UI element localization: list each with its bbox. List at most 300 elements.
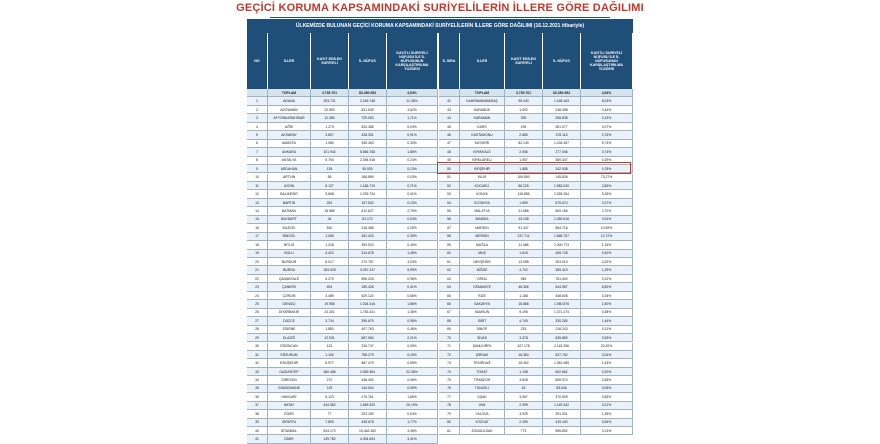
cell-population: 445.678 <box>349 419 387 426</box>
table-row <box>439 199 633 207</box>
cell-no: 11 <box>247 182 268 189</box>
cell-syrians: 530 <box>311 224 349 231</box>
cell-population: 544.987 <box>543 283 581 290</box>
cell-percent: 0,41% <box>387 283 438 290</box>
cell-city: AMASYA <box>268 140 311 147</box>
cell-percent: 0,96% <box>387 275 438 282</box>
table-row <box>247 207 438 215</box>
table-row <box>439 174 633 182</box>
cell-percent: 0,04% <box>387 216 438 223</box>
cell-syrians: 5.977 <box>311 359 349 366</box>
table-row <box>247 165 438 173</box>
cell-population: 587.960 <box>349 334 387 341</box>
cell-city: KOCAELİ <box>460 182 505 189</box>
cell-syrians: 58 <box>311 174 349 181</box>
cell-percent: 5,73% <box>581 140 633 147</box>
cell-population: 303.010 <box>543 258 581 265</box>
cell-percent: 0,71% <box>387 182 438 189</box>
cell-city: BARTIN <box>268 199 311 206</box>
cell-population: 330.280 <box>543 317 581 324</box>
table-row <box>439 207 633 215</box>
cell-syrians: 2.056 <box>505 148 543 155</box>
table-row <box>439 368 633 376</box>
cell-population: 218.488 <box>349 224 387 231</box>
cell-percent: 0,13% <box>581 427 633 434</box>
cell-no: 28 <box>247 326 268 333</box>
cell-no: 42 <box>439 97 460 104</box>
cell-population: 83.645 <box>543 385 581 392</box>
cell-percent: 1,35% <box>581 410 633 417</box>
cell-city: SAKARYA <box>460 300 505 307</box>
table-row <box>439 351 633 359</box>
cell-population: 448.400 <box>349 376 387 383</box>
cell-syrians: 82.149 <box>505 140 543 147</box>
highlighted-row-marker <box>437 162 631 174</box>
cell-no: 31 <box>247 351 268 358</box>
table-row <box>247 402 438 410</box>
table-row <box>247 410 438 418</box>
column-header: KAYITLI SURİYELİ NÜFUSU İLE İL NÜFUSUNUN KARŞILAŞTIRILMA YÜZDESİ <box>387 33 438 89</box>
cell-percent: 0,34% <box>581 292 633 299</box>
cell-no: 35 <box>247 385 268 392</box>
cell-no: 44 <box>439 114 460 121</box>
cell-population: 1.168.163 <box>543 97 581 104</box>
cell-syrians: 8.137 <box>311 182 349 189</box>
cell-percent: 1,50% <box>581 300 633 307</box>
cell-city: HATAY <box>268 402 311 409</box>
cell-syrians: 1.885 <box>505 165 543 172</box>
cell-percent: 11,35% <box>387 97 438 104</box>
cell-city: SİVAS <box>460 334 505 341</box>
cell-syrians: 945 <box>505 275 543 282</box>
table-row <box>439 131 633 139</box>
table-row <box>247 157 438 165</box>
cell-syrians: 1.559 <box>505 199 543 206</box>
cell-no: 21 <box>247 266 268 273</box>
cell-no: 23 <box>247 283 268 290</box>
cell-percent: 0,53% <box>581 334 633 341</box>
cell-city: MANİSA <box>460 216 505 223</box>
cell-city: BİNGÖL <box>268 233 311 240</box>
column-header: İL SIRA <box>439 33 460 89</box>
table-row <box>247 182 438 190</box>
table-row <box>247 326 438 334</box>
cell-population: 1.060.876 <box>543 300 581 307</box>
cell-percent: 0,24% <box>387 123 438 130</box>
cell-city: BURSA <box>268 266 311 273</box>
cell-city: YALOVA <box>460 410 505 417</box>
cell-no: 45 <box>439 123 460 130</box>
cell-city: NİĞDE <box>460 266 505 273</box>
cell-population: 1.239.734 <box>349 190 387 197</box>
cell-percent: 8,03% <box>581 97 633 104</box>
cell-population: 3.057.247 <box>349 266 387 273</box>
cell-population: 270.787 <box>349 258 387 265</box>
cell-no: 32 <box>247 359 268 366</box>
cell-population: 534.386 <box>349 123 387 130</box>
column-header: İL NÜFUS <box>543 33 581 89</box>
cell-syrians: 237.711 <box>505 233 543 240</box>
column-header: KAYITLI SURİYELİ NÜFUSU İLE İL NÜFUSUNUN KARŞILAŞTIRILMA YÜZDESİ <box>581 33 633 89</box>
cell-city: MALATYA <box>460 207 505 214</box>
cell-percent: 0,21% <box>581 402 633 409</box>
cell-population: 808.974 <box>543 376 581 383</box>
cell-no: 62 <box>439 266 460 273</box>
cell-percent: 3,45% <box>387 427 438 434</box>
cell-syrians: 253.731 <box>311 97 349 104</box>
cell-population: 144.544 <box>349 385 387 392</box>
table-row <box>247 199 438 207</box>
cell-percent: 0,07% <box>581 123 633 130</box>
cell-syrians: 106.850 <box>505 174 543 181</box>
cell-no: 53 <box>439 190 460 197</box>
cell-no: 24 <box>247 292 268 299</box>
cell-syrians: 15.492 <box>505 359 543 366</box>
cell-city: OSMANİYE <box>460 283 505 290</box>
cell-city: KAHRAMANMARAŞ <box>460 97 505 104</box>
cell-percent: 1,85% <box>387 148 438 155</box>
cell-no: 2 <box>247 106 268 113</box>
cell-population: 1.034.416 <box>349 300 387 307</box>
cell-percent: 0,44% <box>581 106 633 113</box>
cell-no: 64 <box>439 283 460 290</box>
table-row <box>439 241 633 249</box>
table-row <box>439 250 633 258</box>
cell-population: 242.938 <box>543 165 581 172</box>
cell-percent: 0,40% <box>581 250 633 257</box>
cell-syrians: 3.628 <box>505 376 543 383</box>
cell-no: 33 <box>247 368 268 375</box>
cell-city: ÇANKIRI <box>268 283 311 290</box>
cell-no: 77 <box>439 393 460 400</box>
cell-syrians: 34 <box>311 216 349 223</box>
cell-city: ŞANLIURFA <box>460 343 505 350</box>
cell-no: 78 <box>439 402 460 409</box>
table-row <box>439 106 633 114</box>
cell-percent: 0,46% <box>387 326 438 333</box>
cell-syrians: 1.883 <box>311 326 349 333</box>
cell-percent: 2,21% <box>387 334 438 341</box>
cell-percent: 1,15% <box>581 241 633 248</box>
cell-percent: 0,41% <box>387 190 438 197</box>
table-row <box>439 317 633 325</box>
cell-no: 76 <box>439 385 460 392</box>
cell-population: 758.279 <box>349 351 387 358</box>
table-row <box>247 359 438 367</box>
cell-syrians: 694 <box>311 283 349 290</box>
cell-no: 34 <box>247 376 268 383</box>
cell-no: 69 <box>439 326 460 333</box>
cell-population: 395.679 <box>349 317 387 324</box>
cell-percent: 0,24% <box>387 157 438 164</box>
column-header: İLLER <box>460 33 505 89</box>
table-row <box>247 131 438 139</box>
cell-city: ERZURUM <box>268 351 311 358</box>
cell-no: 55 <box>439 207 460 214</box>
cell-population: 2.246.748 <box>349 97 387 104</box>
table-row <box>247 250 438 258</box>
cell-syrians: 534.170 <box>311 427 349 434</box>
cell-percent: 2,75% <box>387 207 438 214</box>
cell-syrians: 77 <box>311 410 349 417</box>
cell-city: AFYONKARAHİSAR <box>268 114 311 121</box>
cell-syrians: 7.890 <box>311 419 349 426</box>
table-row <box>247 275 438 283</box>
cell-syrians: 4.702 <box>505 266 543 273</box>
cell-percent: 0,69% <box>387 359 438 366</box>
cell-city: NEVŞEHİR <box>460 258 505 265</box>
cell-no: 40 <box>247 427 268 434</box>
table-row <box>439 148 633 156</box>
cell-percent: 0,40% <box>387 241 438 248</box>
cell-no: 14 <box>247 207 268 214</box>
cell-city: BİTLİS <box>268 241 311 248</box>
cell-syrians: 21.586 <box>505 207 543 214</box>
table-row <box>439 419 633 427</box>
table-row <box>247 258 438 266</box>
cell-city: KIRŞEHİR <box>460 165 505 172</box>
table-row <box>247 393 438 401</box>
cell-percent: 4,32% <box>581 258 633 265</box>
cell-no: 41 <box>247 435 268 442</box>
cell-population: 602.662 <box>543 368 581 375</box>
cell-city: MUĞLA <box>460 241 505 248</box>
table-row <box>439 393 633 401</box>
column-header: İL NÜFUS <box>349 33 387 89</box>
cell-population: 1.983.240 <box>543 182 581 189</box>
column-header: NO <box>247 33 268 89</box>
cell-percent: 1,85% <box>387 393 438 400</box>
table-row <box>439 140 633 148</box>
cell-no: 56 <box>439 216 460 223</box>
cell-no: 43 <box>439 106 460 113</box>
cell-syrians: 183.028 <box>311 266 349 273</box>
cell-percent: 22,36% <box>387 368 438 375</box>
cell-syrians: 1.089 <box>311 140 349 147</box>
table-title: ÜLKEMİZDE BULUNAN GEÇİCİ KORUMA KAPSAMINDAKİ SURİYELİLERİN İLLERE GÖRE DAĞILIMI (16.12.2021 itibariyle) <box>247 19 633 33</box>
table-row <box>247 123 438 131</box>
cell-population: 1.659.320 <box>349 402 387 409</box>
cell-city: BALIKESİR <box>268 190 311 197</box>
cell-no: 80 <box>439 419 460 426</box>
cell-population: 800.165 <box>543 207 581 214</box>
cell-population: 203.159 <box>349 410 387 417</box>
cell-percent: 1,77% <box>387 419 438 426</box>
cell-population: 596.225 <box>349 275 387 282</box>
table-row <box>247 343 438 351</box>
cell-syrians: 8.017 <box>311 258 349 265</box>
cell-syrians: 95.340 <box>505 97 543 104</box>
cell-no: 5 <box>247 131 268 138</box>
cell-city: AYDIN <box>268 182 311 189</box>
cell-city: ANTALYA <box>268 157 311 164</box>
cell-city: AKSARAY <box>268 131 311 138</box>
cell-city: SİNOP <box>460 326 505 333</box>
cell-percent: 0,29% <box>581 157 633 164</box>
table-row <box>247 334 438 342</box>
cell-population: 2.069.364 <box>349 368 387 375</box>
cell-population: 2.394.918 <box>349 157 387 164</box>
cell-syrians: 1.065 <box>311 233 349 240</box>
cell-city: ERZİNCAN <box>268 343 311 350</box>
cell-percent: 0,06% <box>387 376 438 383</box>
cell-percent: 0,39% <box>387 233 438 240</box>
cell-no: 1 <box>247 97 268 104</box>
column-header: İLLER <box>268 33 311 89</box>
table-row <box>439 233 633 241</box>
cell-population: 189.428 <box>349 283 387 290</box>
cell-syrians: 15.888 <box>505 300 543 307</box>
cell-no: 27 <box>247 317 268 324</box>
cell-no: 38 <box>247 410 268 417</box>
cell-population: 537.762 <box>543 351 581 358</box>
cell-population: 761.400 <box>543 275 581 282</box>
cell-population: 1.166.719 <box>349 182 387 189</box>
cell-city: BOLU <box>268 250 311 257</box>
cell-percent: 1,45% <box>387 250 438 257</box>
table-row <box>247 190 438 198</box>
cell-syrians: 1.188 <box>505 292 543 299</box>
cell-syrians: 2.885 <box>505 131 543 138</box>
cell-percent: 0,91% <box>581 216 633 223</box>
cell-percent: 0,76% <box>581 131 633 138</box>
table-row <box>247 266 438 274</box>
cell-no: 16 <box>247 224 268 231</box>
cell-syrians: 118.856 <box>505 190 543 197</box>
total-cell: 83.280.953 <box>543 89 581 96</box>
table-row <box>439 283 633 291</box>
cell-syrians: 251 <box>311 199 349 206</box>
total-cell: 4,54% <box>581 89 633 96</box>
table-row <box>247 148 438 156</box>
table-row <box>247 385 438 393</box>
cell-syrians: 4.422 <box>311 250 349 257</box>
table-row <box>247 233 438 241</box>
cell-percent: 1,71% <box>387 114 438 121</box>
cell-population: 408.728 <box>543 250 581 257</box>
cell-percent: 0,25% <box>387 224 438 231</box>
cell-no: 47 <box>439 140 460 147</box>
cell-city: YOZGAT <box>460 419 505 426</box>
cell-percent: 1,44% <box>581 317 633 324</box>
cell-no: 57 <box>439 224 460 231</box>
table-row <box>439 182 633 190</box>
table-row <box>439 275 633 283</box>
cell-syrians: 101.942 <box>311 148 349 155</box>
cell-syrians: 149.782 <box>311 435 349 442</box>
table-row <box>247 351 438 359</box>
cell-syrians: 12.931 <box>311 334 349 341</box>
table-row <box>439 376 633 384</box>
cell-population: 635.889 <box>543 334 581 341</box>
cell-syrians: 5.754 <box>311 157 349 164</box>
table-row <box>439 258 633 266</box>
cell-city: GİRESUN <box>268 376 311 383</box>
cell-population: 277.046 <box>543 148 581 155</box>
cell-no: 52 <box>439 182 460 189</box>
cell-city: TEKİRDAĞ <box>460 359 505 366</box>
cell-percent: 0,27% <box>581 199 633 206</box>
table-row <box>247 106 438 114</box>
cell-population: 631.639 <box>349 106 387 113</box>
cell-population: 729.053 <box>349 114 387 121</box>
table-row <box>439 97 633 105</box>
cell-no: 17 <box>247 233 268 240</box>
cell-no: 75 <box>439 376 460 383</box>
column-header: KAYIT EDİLEN SURİYELİ <box>311 33 349 89</box>
cell-syrians: 339 <box>505 114 543 121</box>
cell-city: KASTAMONU <box>460 131 505 138</box>
total-cell: 3.735.701 <box>311 89 349 96</box>
cell-population: 2.115.256 <box>543 343 581 350</box>
cell-population: 1.868.757 <box>543 233 581 240</box>
cell-percent: 73,27% <box>581 174 633 181</box>
total-cell: 4,54% <box>387 89 438 96</box>
cell-no: 9 <box>247 165 268 172</box>
cell-syrians: 2.259 <box>505 419 543 426</box>
cell-no: 61 <box>439 258 460 265</box>
cell-city: EDİRNE <box>268 326 311 333</box>
cell-percent: 5,25% <box>581 190 633 197</box>
cell-syrians: 1.615 <box>505 250 543 257</box>
table-row <box>247 114 438 122</box>
cell-city: UŞAK <box>460 393 505 400</box>
cell-percent: 0,45% <box>581 376 633 383</box>
cell-no: 79 <box>439 410 460 417</box>
cell-population: 575.674 <box>543 199 581 206</box>
cell-population: 612.627 <box>349 207 387 214</box>
table-row <box>439 309 633 317</box>
cell-no: 20 <box>247 258 268 265</box>
cell-percent: 2,70% <box>581 207 633 214</box>
cell-no: 50 <box>439 165 460 172</box>
cell-no: 74 <box>439 368 460 375</box>
cell-syrians: 5.270 <box>311 275 349 282</box>
page-title: GEÇİCİ KORUMA KAPSAMINDAKİ SURİYELİLERİN İLLERE GÖRE DAĞILIMI <box>236 2 644 14</box>
cell-population: 419.440 <box>543 419 581 426</box>
cell-syrians: 13.098 <box>505 258 543 265</box>
cell-city: GAZİANTEP <box>268 368 311 375</box>
cell-city: KIRKLARELİ <box>460 157 505 164</box>
cell-no: 66 <box>439 300 460 307</box>
cell-syrians: 196 <box>505 123 543 130</box>
cell-syrians: 56.225 <box>505 182 543 189</box>
cell-syrians: 427.178 <box>505 343 543 350</box>
cell-city: BİLECİK <box>268 224 311 231</box>
cell-percent: 0,04% <box>387 410 438 417</box>
cell-population: 1.149.342 <box>543 402 581 409</box>
cell-population: 529.124 <box>349 292 387 299</box>
cell-syrians: 1.092 <box>505 106 543 113</box>
cell-percent: 0,83% <box>581 393 633 400</box>
cell-syrians: 3.067 <box>505 393 543 400</box>
cell-population: 291.001 <box>543 410 581 417</box>
table-row <box>439 402 633 410</box>
cell-no: 49 <box>439 157 460 164</box>
cell-percent: 0,13% <box>581 114 633 121</box>
cell-population: 596.892 <box>543 427 581 434</box>
cell-syrians: 19.986 <box>311 300 349 307</box>
cell-syrians: 1.273 <box>311 123 349 130</box>
cell-no: 46 <box>439 131 460 138</box>
cell-population: 378.115 <box>543 131 581 138</box>
cell-percent: 0,74% <box>581 148 633 155</box>
table-row <box>247 140 438 148</box>
cell-city: ARTVİN <box>268 174 311 181</box>
cell-no: 3 <box>247 114 268 121</box>
cell-no: 65 <box>439 292 460 299</box>
cell-no: 30 <box>247 343 268 350</box>
